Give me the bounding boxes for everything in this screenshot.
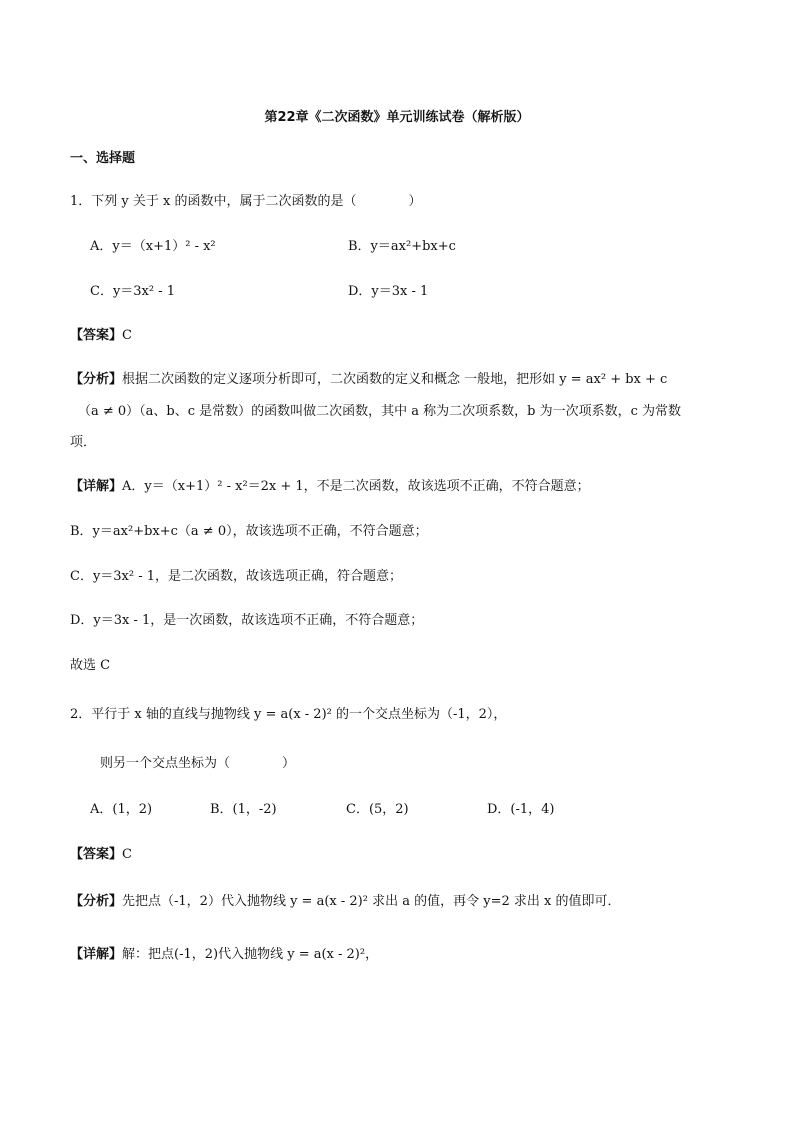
q1-option-d: D．y＝3x - 1 <box>348 284 429 299</box>
q1-detail-b: B．y＝ax²+bx+c（a ≠ 0），故该选项不正确，不符合题意； <box>70 524 428 539</box>
q2-analysis-label: 【分析】 <box>70 894 123 909</box>
q2-detail-text: 解：把点(-1，2)代入抛物线 y = a(x - 2)²， <box>122 947 379 962</box>
q1-detail-d: D．y＝3x - 1，是一次函数，故该选项不正确，不符合题意； <box>70 613 424 628</box>
document-title: 第22章《二次函数》单元训练试卷（解析版） <box>264 110 530 125</box>
section-heading: 一、选择题 <box>70 151 136 166</box>
q1-analysis-line1 <box>70 373 667 386</box>
q1-analysis-label: 【分析】 <box>70 372 123 387</box>
q2-analysis-text: 先把点（-1，2）代入抛物线 y = a(x - 2)² 求出 a 的值，再令 y=2 求出 x 的值即可． <box>122 894 621 909</box>
q1-option-a: A．y＝（x+1）² - x² <box>90 239 216 254</box>
q2-option-a: A．(1，2) <box>90 802 153 817</box>
q1-answer-value: C <box>122 328 132 343</box>
q1-answer <box>70 329 132 342</box>
q1-analysis-text1: 根据二次函数的定义逐项分析即可，二次函数的定义和概念 一般地，把形如 y = ax² + bx + c <box>122 372 668 387</box>
q1-analysis-line3: 项． <box>70 435 97 450</box>
q1-option-b: B．y＝ax²+bx+c <box>348 239 456 254</box>
q2-detail <box>70 948 378 961</box>
q1-detail-label: 【详解】 <box>70 479 123 494</box>
q1-analysis-line2: （a ≠ 0）（a、b、c 是常数）的函数叫做二次函数，其中 a 称为二次项系数，b 为一次项系数，c 为常数 <box>78 404 682 419</box>
q1-detail-c: C．y＝3x² - 1，是二次函数，故该选项正确，符合题意； <box>70 569 403 584</box>
q1-option-c: C．y＝3x² - 1 <box>90 284 176 299</box>
q2-stem-line1: 2．平行于 x 轴的直线与抛物线 y = a(x - 2)² 的一个交点坐标为（-1，2）， <box>70 707 507 722</box>
q2-answer-value: C <box>122 847 132 862</box>
q2-option-b: B．(1，-2) <box>210 802 277 817</box>
q2-option-d: D．(-1，4) <box>487 802 555 817</box>
q1-detail-a-text: A．y＝（x+1）² - x²＝2x + 1，不是二次函数，故该选项不正确，不符合题意； <box>122 479 590 494</box>
q2-option-c: C．(5，2) <box>346 802 409 817</box>
q2-stem-line2: 则另一个交点坐标为（ ） <box>100 756 296 771</box>
q1-detail-a <box>70 480 590 493</box>
q1-stem: 1．下列 y 关于 x 的函数中，属于二次函数的是（ ） <box>70 194 422 209</box>
q2-detail-label: 【详解】 <box>70 947 123 962</box>
q2-answer-label: 【答案】 <box>70 847 123 862</box>
q2-answer <box>70 848 132 861</box>
q2-analysis <box>70 895 620 908</box>
q1-answer-label: 【答案】 <box>70 328 123 343</box>
q1-conclusion: 故选 C <box>70 658 111 673</box>
